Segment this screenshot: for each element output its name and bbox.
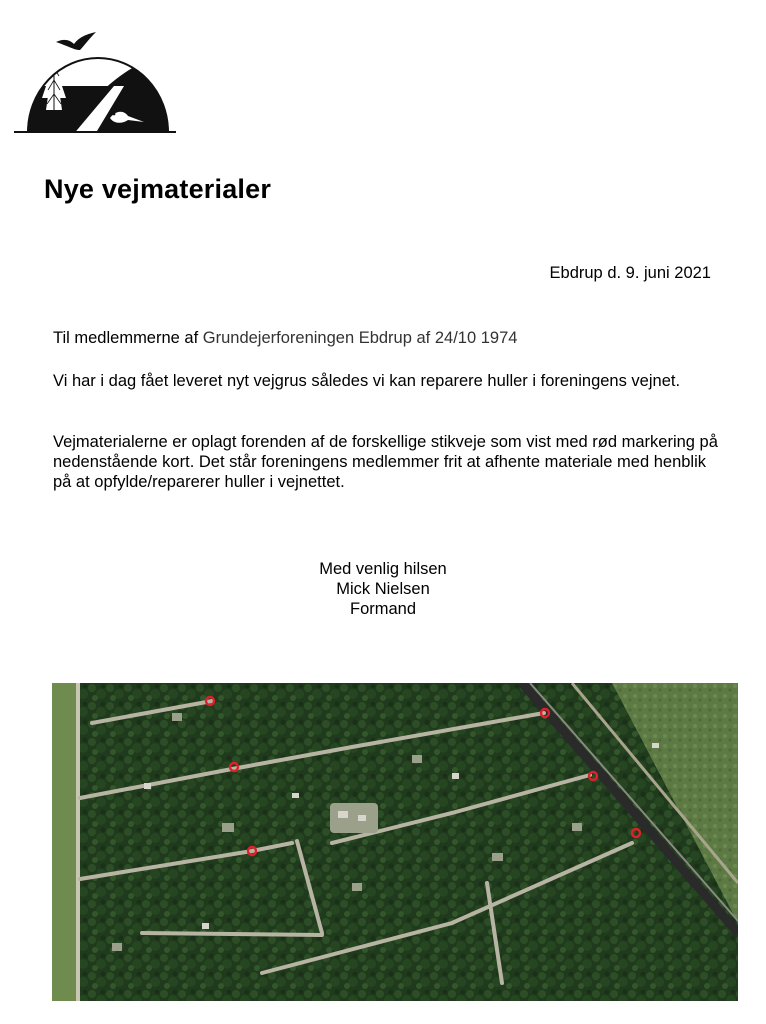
satellite-map-icon — [52, 683, 738, 1001]
paragraph-delivery: Vi har i dag fået leveret nyt vejgrus således vi kan reparere huller i foreningens vejnet. — [53, 372, 681, 390]
page-title: Nye vejmaterialer — [44, 174, 272, 204]
closing-greeting: Med venlig hilsen — [319, 560, 447, 578]
letter-date: Ebdrup d. 9. juni 2021 — [549, 264, 711, 282]
paragraph-materials: Vejmaterialerne er oplagt forenden af de forskellige stikveje som vist med rød markering på nedenstående kort. Det står foreningens medlemmer frit at afhente materiale med henblik på at opfylde/reparerer huller i vejnettet. — [53, 433, 718, 491]
association-name: Grundejerforeningen Ebdrup af 24/10 1974 — [202, 329, 518, 347]
greeting-line — [53, 328, 723, 348]
signature-block — [0, 559, 766, 619]
signature-role: Formand — [349, 600, 417, 618]
signature-name: Mick Nielsen — [336, 580, 430, 598]
greeting-prefix: Til medlemmerne af — [53, 329, 203, 347]
association-logo-icon — [14, 14, 176, 136]
